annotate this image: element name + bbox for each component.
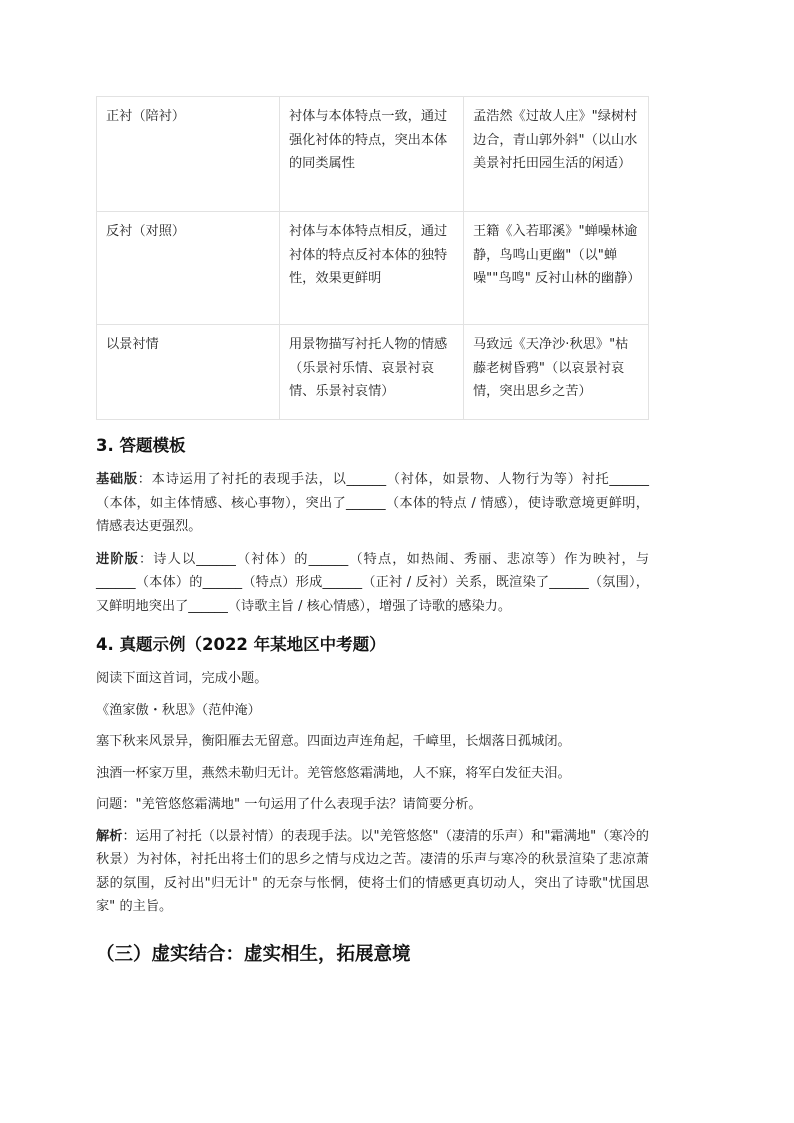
technique-description: 用景物描写衬托人物的情感（乐景衬乐情、哀景衬哀情、乐景衬哀情） <box>280 325 464 420</box>
exam-intro: 阅读下面这首词，完成小题。 <box>96 671 268 686</box>
contrast-technique-table <box>96 96 649 420</box>
technique-name: 正衬（陪衬） <box>97 97 280 212</box>
basic-template-text: ：本诗运用了衬托的表现手法，以______（衬体，如景物、人物行为等）衬托______（本体，如主体情感、核心事物），突出了______（本体的特点 / 情感），使诗歌意境更鲜明，情感表达更强烈。 <box>96 472 649 534</box>
poem-line: 塞下秋来风景异，衡阳雁去无留意。四面边声连角起，千嶂里，长烟落日孤城闭。 <box>96 734 571 749</box>
document-page <box>96 96 649 968</box>
exam-question: 问题："羌管悠悠霜满地" 一句运用了什么表现手法？请简要分析。 <box>96 797 482 812</box>
advanced-template-paragraph <box>96 548 649 619</box>
technique-example: 孟浩然《过故人庄》"绿树村边合，青山郭外斜"（以山水美景衬托田园生活的闲适） <box>464 97 649 212</box>
analysis-label: 解析 <box>96 828 123 844</box>
advanced-template-label: 进阶版 <box>96 551 139 567</box>
table-row <box>97 212 649 325</box>
basic-template-paragraph <box>96 468 649 539</box>
analysis-paragraph <box>96 825 649 919</box>
poem-title: 《渔家傲・秋思》（范仲淹） <box>96 702 261 718</box>
table-row <box>97 97 649 212</box>
section-heading-virtual-real: （三）虚实结合：虚实相生，拓展意境 <box>96 943 411 965</box>
poem-line: 浊酒一杯家万里，燕然未勒归无计。羌管悠悠霜满地，人不寐，将军白发征夫泪。 <box>96 765 571 781</box>
technique-example: 王籍《入若耶溪》"蝉噪林逾静，鸟鸣山更幽"（以"蝉噪""鸟鸣" 反衬山林的幽静） <box>464 212 649 325</box>
table-row <box>97 325 649 420</box>
advanced-template-text: ：诗人以______（衬体）的______（特点，如热闹、秀丽、悲凉等）作为映衬，与______（本体）的______（特点）形成______（正衬 / 反衬）关系，既渲染了______（氛围），又鲜明地突出了______（诗歌主旨 / 核心情感），增强了诗歌的感染力。 <box>96 551 650 614</box>
technique-name: 以景衬情 <box>97 325 280 420</box>
analysis-text: ：运用了衬托（以景衬情）的表现手法。以"羌管悠悠"（凄清的乐声）和"霜满地"（寒冷的秋景）为衬体，衬托出将士们的思乡之情与戍边之苦。凄清的乐声与寒冷的秋景渲染了悲凉萧瑟的氛围，反衬出"归无计" 的无奈与怅惘，使将士们的情感更真切动人，突出了诗歌"忧国思家" 的主旨。 <box>96 828 649 914</box>
technique-description: 衬体与本体特点相反，通过衬体的特点反衬本体的独特性，效果更鲜明 <box>280 212 464 325</box>
section-heading-answer-template: 3. 答题模板 <box>96 436 186 455</box>
technique-name: 反衬（对照） <box>97 212 280 325</box>
technique-example: 马致远《天净沙·秋思》"枯藤老树昏鸦"（以哀景衬哀情，突出思乡之苦） <box>464 325 649 420</box>
basic-template-label: 基础版 <box>96 472 138 487</box>
section-heading-exam-example: 4. 真题示例（2022 年某地区中考题） <box>96 635 386 654</box>
technique-description: 衬体与本体特点一致，通过强化衬体的特点，突出本体的同类属性 <box>280 97 464 212</box>
